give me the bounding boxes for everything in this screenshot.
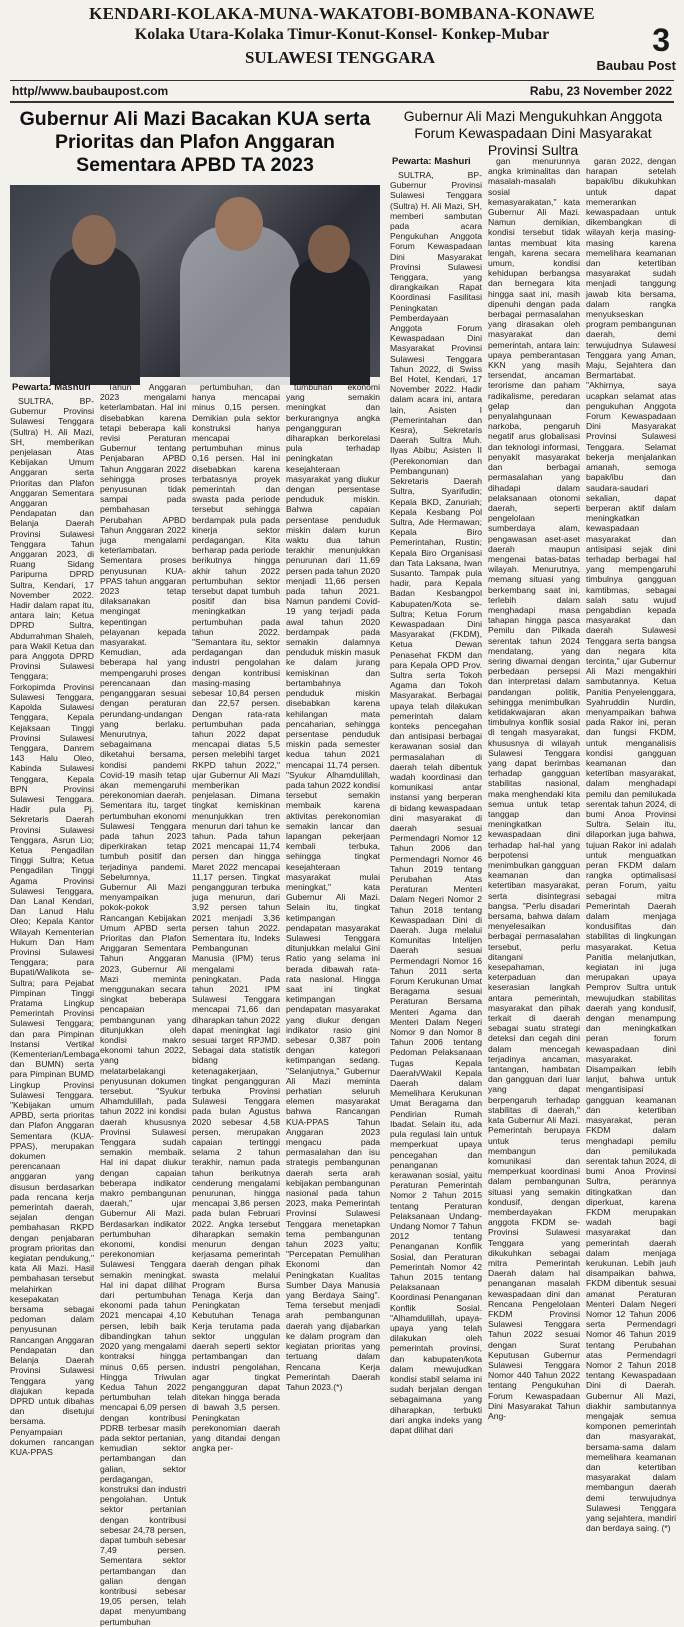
article-right-column-3 (586, 156, 676, 1534)
website-link[interactable]: http//www.baubaupost.com (12, 84, 169, 98)
article-left-column-3 (192, 382, 280, 1454)
masthead-province: SULAWESI TENGGARA (244, 48, 436, 67)
page-number: 3 (652, 22, 670, 58)
column-text: SULTRA, BP-Gubernur Provinsi Sulawesi Tenggara (Sultra) H. Ali Mazi, SH, memberi sambutan pada acara Pengukuhan Anggota Forum Kewaspadaan Dini Masyarakat Provinsi Sulawesi Tenggara, yang dirangkaikan Rapat Koordinasi Fasilitasi Peningkatan Pemberdayaan Anggota Forum Kewaspadaan Dini Masyarakat Provinsi Sulawesi Tenggara Tahun 2022, di Swiss Bel Hotel, Kendari, 17 November 2022. Hadir dalam acara ini, antara lain, Asisten I (Pemerintahan dan Kesra), Sekretaris Daerah Sultra Muh. Ilyas Abibu; Asisten II (Perekonomian dan Pembangunan) Sekretaris Daerah Sultra, Syarifudin; Kepala BKD, Zanuriah; Kepala Kesbang Pol Sultra, Ade Hermawan; Kepala Biro Pemerintahan, Rustin; Kepala Biro Organisasi dan Tata Laksana, Iwan Susanto. Tampak pula hadir, para Kepala Badan Kesbangpol Kabupaten/Kota se-Sultra; Ketua Forum Kewaspadaan Dini Masyarakat (FKDM), Ketua Dewan Penasehat FKDM dan para Kepala OPD Prov. Sultra serta Tokoh Agama dan Tokoh Masyarakat. Berbagai upaya telah dilakukan pemerintah dalam konteks pencegahan dan antisipasi berbagai kerawanan sosial dan permasalahan di daerah telah dibentuk wadah koordinasi dan komunikasi antar instansi yang berperan di bidang kewaspadaan dini masyarakat di daerah sesuai Permendagri Nomor 12 Tahun 2006 dan Permendagri Nomor 46 Tahun 2019 tentang Perubahan Atas Peraturan Menteri Dalam Negeri Nomor 2 Tahun 2018 tentang Kewaspadaan Dini di Daerah. Juga melalui Komunitas Intelijen Daerah sesuai Permendagri Nomor 16 Tahun 2011 serta Forum Kerukunan Umat Beragama sesuai Peraturan Bersama Menteri Agama dan Menteri Dalam Negeri Nomor 9 dan Nomor 8 Tahun 2006 tentang Pedoman Pelaksanaan Tugas Kepala Daerah/Wakil Kepala Daerah dalam Memelihara Kerukunan Umat Beragama dan Pendirian Rumah Ibadat. Selain itu, ada pula regulasi lain untuk memperkuat upaya pencegahan dan penanganan kerawanan sosial, yaitu Peraturan Pemerintah Nomor 2 Tahun 2015 tentang Peraturan Pelaksanaan Undang-Undang Nomor 7 Tahun 2012 tentang Penanganan Konflik Sosial, dan Peraturan Pemerintah Nomor 42 Tahun 2015 tentang Pelaksanaan Koordinasi Penanganan Konflik Sosial. "Alhamdulillah, upaya-upaya yang telah dilakukan oleh pemerintah provinsi, dan kabupaten/kota dalam mewujudkan kondisi stabil selama ini sudah berjalan dengan sebagaimana yang diharapkan, terbukti dari angka indeks yang dapat dilihat dari (390, 170, 482, 1435)
masthead-regions: KENDARI-KOLAKA-MUNA-WAKATOBI-BOMBANA-KONAWE (89, 4, 595, 23)
article-right-headline[interactable]: Gubernur Ali Mazi Mengukuhkan Anggota Forum Kewaspadaan Dini Masyarakat Provinsi Sultra (403, 108, 663, 158)
article-left-column-1 (10, 396, 100, 1457)
masthead-rule-bottom (10, 101, 674, 103)
article-right-column-2 (488, 156, 580, 1421)
article-photo (10, 185, 380, 377)
article-right-author: Pewarta: Mashuri (392, 156, 471, 167)
article-left-author: Pewarta: Mashuri (12, 382, 91, 393)
paper-name: Baubau Post (596, 58, 676, 73)
column-text: Tahun Anggaran 2023 mengalami keterlambatan. Hal ini disebabkan karena tetapi beberapa kali revisi Peraturan Gubernur tentang Penjabaran APBD Tahun Anggaran 2022 sehingga proses penyusunan tidak sampai pada pembahasan Perubahan APBD Tahun Anggaran 2022 juga mengalami keterlambatan. Sementara proses penyusunan KUA-PPAS tahun anggaran 2023 tetap dilaksanakan mengingat kepentingan pelayanan kepada masyarakat. Kemudian, ada beberapa hal yang mempengaruhi proses perencanaan dan penganggaran sesuai dengan peraturan perundang-undangan yang berlaku. Menurutnya, sebagaimana diketahui bersama, kondisi pandemi Covid-19 masih tetap akan memengaruhi perekonomian daerah. Sementara itu, target pertumbuhan ekonomi Sulawesi Tenggara pada tahun 2023 diperkirakan tetap tumbuh positif dan terjadinya pandemi. Sebelumnya, Gubernur Ali Mazi menyampaikan pokok-pokok Rancangan Kebijakan Umum APBD serta Prioritas dan Plafon Anggaran Sementara Tahun Anggaran 2023, Gubernur Ali Mazi meminta menggunakan secara singkat beberapa pencapaian pembangunan yang ditunjukkan oleh kondisi makro ekonomi tahun 2022, yang melatarbelakangi penyusunan dokumen tersebut. "Syukur Alhamdulillah, pada tahun 2022 ini kondisi daerah khususnya Provinsi Sulawesi Tenggara sudah semakin membaik. Hal ini dapat diukur dengan capaian beberapa indikator makro pembangunan daerah," ujar Gubernur Ali Mazi. Berdasarkan indikator pertumbuhan ekonomi, kondisi perekonomian Sulawesi Tenggara semakin meningkat. Hal ini dapat dilihat dari pertumbuhan ekonomi pada tahun 2021 mencapai 4,10 persen, lebih baik dibandingkan tahun 2020 yang mengalami kontraksi hingga minus 0,65 persen. Hingga Triwulan Kedua Tahun 2022 pertumbuhan telah mencapai 6,09 persen dengan kontribusi PDRB terbesar masih pada sektor pertanian, kemudian sektor pertambangan dan galian, sektor perdagangan, konstruksi dan industri pengolahan. Untuk sektor pertanian dengan kontribusi sebesar 24,78 persen, dapat tumbuh sebesar 7,49 persen. Sementara sektor pertambangan dan galian dengan kontribusi sebesar 19,05 persen, telah dapat menyumbang pertumbuhan (100, 382, 186, 1627)
column-text: gan menurunnya angka kriminalitas dan masalah-masalah sosial kemasyarakatan," kata Gubernur Ali Mazi. Namun demikian, kondisi tersebut tidak lantas membuat kita lengah, karena secara umum, kondisi kehidupan berbangsa dan bernegara kita hingga saat ini, masih dipenuhi dengan pada berbagai permasalahan yang dirasakan oleh masyarakat dan pemerintah, antara lain: upaya pemberantasan KKN yang masih tersendat, ancaman terorisme dan paham radikalisme, peredaran gelap dan penyalahgunaan narkoba, pengaruh negatif arus globalisasi dan teknologi informasi, penyakit masyarakat dan berbagai permasalahan yang dihadapi dalam pelaksanaan otonomi daerah, seperti pengelolaan sumberdaya alam, pengawasan aset-aset daerah maupun mengenai batas-batas wilayah. Menurutnya, memang situasi yang berkembang saat ini, terlebih dalam menghadapi masa tahapan hingga pasca Pemilu dan Pilkada serentak tahun 2024 mendatang, yang sering diwarnai dengan perbedaan persepsi dan interpretasi dalam pandangan politik, sehingga menimbulkan ketidakwajaran akan timbulnya konflik sosial di tengah masyarakat, khususnya di wilayah Sulawesi Tenggara yang dapat berimbas terhadap gangguan stabilitas nasional, maka menghendaki kita semua untuk tetap tanggap dan meningkatkan kewaspadaan dini terhadap hal-hal yang berpotensi menimbulkan gangguan keamanan dan ketertiban masyarakat, serta disintegrasi bangsa. "Perlu disadari bersama, bahwa dalam menyelesaikan berbagai permasalahan tersebut, perlu ditangani kesepahaman, keterpaduan dan keserasian langkah antara pemerintah, masyarakat dan pihak terkait di daerah sebagai suatu strategi deteksi dan cegah dini dalam mencegah terjadinya ancaman, tantangan, hambatan dan gangguan dari luar yang dapat berpengaruh terhadap stabilitas di daerah," kata Gubernur Ali Mazi. Pemerintah berupaya untuk terus membangun komunikasi dan memperkuat koordinasi dalam pembangunan situasi yang semakin kondusif, dengan memberdayakan anggota FKDM se-Provinsi Sulawesi Tenggara yang dikukuhkan sebagai mitra Pemerintah Daerah dalam hal penanganan masalah kewaspadaan dini dan Rencana Pengelolaan FKDM Provinsi Sulawesi Tenggara Tahun 2022 sesuai dengan Surat Keputusan Gubernur Sulawesi Tenggara Nomor 440 Tahun 2022 tentang Pengukuhan Forum Kewaspadaan Dini Masyarakat Tahun Ang- (488, 156, 580, 1421)
masthead-subregions: Kolaka Utara-Kolaka Timur-Konut-Konsel- Konkep-Mubar (134, 26, 550, 43)
column-text: pertumbuhan, dan hanya mencapai minus 0,15 persen. Demikian pula sektor konstruksi hanya mencapai pertumbuhan minus 0,16 persen. Hal ini disebabkan karena terbatasnya proyek pemerintah dan swasta pada periode tersebut sehingga berdampak pula pada kinerja sektor perdagangan. Kita berharap pada periode berikutnya hingga akhir tahun 2022 pertumbuhan sektor tersebut dapat tumbuh positif dan bisa meningkatkan pertumbuhan pada tahun 2022. "Semantara itu, sektor perdagangan dan industri pengolahan dengan kontribusi masing-masing sebesar 10,84 persen dan 22,57 persen. Dengan rata-rata pertumbuhan pada tahun 2022 dapat mencapai diatas 5,5 persen melebihi target RKPD tahun 2022," ujar Gubernur Ali Mazi memberikan penjelasan. Dimana tingkat kemiskinan menunjukkan tren menurun dari tahun ke tahun. Pada tahun 2021 mencapai 11,74 persen dan hingga Maret 2022 mencapai 11,17 persen. Tingkat pengangguran terbuka juga menurun, dari 3,92 persen tahun 2021 menjadi 3,36 persen tahun 2022. Sementara itu, Indeks Pembangunan Manusia (IPM) terus mengalami peningkatan. Pada tahun 2021 IPM Sulawesi Tenggara mencapai 71,66 dan diharapkan tahun 2022 dapat meningkat lagi sesuai target RPJMD. Sebagai data statistik bidang ketenagakerjaan, tingkat pengangguran terbuka Provinsi Sulawesi Tenggara pada bulan Agustus 2020 sebesar 4,58 persen, merupakan capaian tertinggi selama 2 tahun terakhir, namun pada tahun berikutnya cenderung mengalami penurunan, hingga mencapai 3,86 persen pada bulan Februari 2022. Angka tersebut diharapkan semakin menurun dengan kerjasama pemerintah daerah dengan pihak swasta melalui Program Bursa Tenaga Kerja dan Peningkatan Kebutuhan Tenaga Kerja terutama pada sektor unggulan daerah seperti sektor pertambangan dan industri pengolahan, agar tingkat pengangguran dapat ditekan hingga berada di bawah 3,5 persen. Peningkatan perekonomian daerah yang ditandai dengan angka per- (192, 382, 280, 1454)
issue-date: Rabu, 23 November 2022 (529, 84, 672, 98)
article-right-column-1 (390, 170, 482, 1435)
column-text: tumbuhan ekonomi yang semakin meningkat dan berkurangnya angka pengangguran diharapkan berkorelasi pula terhadap peningkatan kesejahteraan masyarakat yang diukur dengan persentase penduduk miskin. Bahwa capaian persentase penduduk miskin dalam kurun waktu dua tahun terakhir menunjukkan penurunan dari 11,69 persen pada tahun 2020 menjadi 11,66 persen pada tahun 2021. Namun pandemi Covid-19 yang terjadi pada awal tahun 2020 berdampak pada semakin dalamnya penduduk miskin masuk ke dalam jurang kemiskinan dan bertambahnya penduduk miskin disebabkan karena kehilangan mata pencaharian, sehingga persentase penduduk miskin pada semester kedua tahun 2021 mencapai 11,74 persen. "Syukur Alhamdulillah, pada tahun 2022 kondisi tersebut semakin membaik karena aktivitas perekonomian semakin lancar dan lapangan pekerjaan kembali terbuka, sehingga tingkat kesejahteraan masyarakat mulai meningkat," kata Gubernur Ali Mazi. Selain itu, tingkat ketimpangan pendapatan masyarakat Sulawesi Tenggara ditunjukkan melalui Gini Ratio yang selama ini berada dibawah rata-rata nasional. Hingga saat ini tingkat ketimpangan pendapatan masyarakat yang diukur dengan indikator rasio gini sebesar 0,387 poin dengan kategori ketimpangan sedang. "Selanjutnya," Gubernur Ali Mazi meminta perhatian seluruh elemen masyarakat bahwa Rancangan KUA-PPAS Tahun Anggaran 2023 mengacu pada permasalahan dan isu strategis pembangunan daerah serta arah kebijakan pembangunan nasional pada tahun 2023, maka Pemerintah Provinsi Sulawesi Tenggara menetapkan tema pembangunan tahun 2023 yaitu; "Percepatan Pemulihan Ekonomi dan Peningkatan Kualitas Sumber Daya Manusia yang Berdaya Saing". Tema tersebut menjadi arah pembangunan daerah yang dijabarkan ke dalam program dan kegiatan prioritas yang tertuang dalam Rencana Kerja Pemerintah Daerah Tahun 2023.(*) (286, 382, 380, 1392)
column-text: garan 2022, dengan harapan setelah bapak/ibu dikukuhkan untuk dapat memerankan kewaspadaan untuk dikembangkan di wilayah kerja masing-masing karena memelihara keamanan dan ketertiban masyarakat sudah menjadi tanggung jawab kita bersama, dalam rangka menyukseskan program pembangunan daerah, demi terwujudnya Sulawesi Tenggara yang Aman, Maju, Sejahtera dan Bermartabat. "Akhirnya, saya ucapkan selamat atas pengukuhan Anggota Forum Kewaspadaan Dini Masyarakat Provinsi Sulawesi Tenggara. Selamat bekerja menjalankan amanah, semoga bapak/ibu dan saudara-saudari sekalian, dapat berperan aktif dalam meningkatkan kewaspadaan masyarakat dan antisipasi sejak dini terhadap berbagai hal yang mempengaruhi timbulnya gangguan kamtibmas, sebagai salah satu wujud pengabdian kepada masyarakat dan daerah Sulawesi Tenggara serta bangsa dan negara kita tercinta," ujar Gubernur Ali Mazi mengakhiri sambutannya. Ketua Panitia Penyelenggara, Syahruddin Nurdin, menyampaikan bahwa pada Rakor ini, peran dan fungsi FKDM, untuk menganalisis kondisi gangguan keamanan dan ketertiban masyarakat, dalam menghadapi pemilu dan pemilukada serentak tahun 2024, di bumi Anoa Provinsi Sultra. Selain itu, dilaporkan juga bahwa, tujuan Rakor ini adalah untuk menguatkan peran FKDM dalam rangka optimalisasi peran Forum, yaitu sebagai mitra Pemerintah Daerah dalam menjaga kondusifitas dan stabilitas di lingkungan masyarakat. Ketua Panitia melanjutkan, kegiatan ini juga merupakan upaya Pemprov Sultra untuk mewujudkan stabilitas daerah yang kondusif, dengan menampung dan meningkatkan peran forum kewaspadaan dini masyarakat. Disampaikan lebih lanjut, bahwa untuk mengantisipasi gangguan keamanan dan ketertiban masyarakat, peran FKDM dalam menghadapi pemilu dan pemilukada serentak tahun 2024, di bumi Anoa Provinsi Sultra, perannya ditingkatkan dan diperkuat, karena FKDM merupakan wadah bagi masyarakat dan pemerintah daerah dalam menjaga kerukunan. Lebih jauh disampaikan bahwa, FKDM dibentuk sesuai amanat Peraturan Menteri Dalam Negeri Nomor 12 Tahun 2006 serta Permendagri Nomor 46 Tahun 2019 tentang Perubahan atas Permendagri Nomor 2 Tahun 2018 tentang Kewaspadaan Dini di Daerah. Gubernur Ali Mazi, diakhir sambutannya mengajak semua komponen pemerintah dan masyarakat, bersama-sama dalam memelihara keamanan dan ketertiban masyarakat dalam membangun daerah demi terwujudnya Sulawesi Tenggara yang sejahtera, mandiri dan berdaya saing. (*) (586, 156, 676, 1534)
article-left-headline[interactable]: Gubernur Ali Mazi Bacakan KUA serta Prioritas dan Plafon Anggaran Sementara APBD TA 2023 (19, 108, 371, 176)
masthead-rule-top (10, 80, 674, 81)
article-left-column-4 (286, 382, 380, 1392)
article-left-column-2 (100, 382, 186, 1627)
column-text: SULTRA, BP-Gubernur Provinsi Sulawesi Tenggara (Sultra) H. Ali Mazi, SH, memberikan penjelasan Atas Kebijakan Umum Anggaran serta Prioritas dan Plafon Anggaran Sementara Anggaran Pendapatan dan Belanja Daerah Provinsi Sulawesi Tenggara Tahun Anggaran 2023, di Ruang Sidang Paripurna DPRD Sultra, Kendari, 17 November 2022. Hadir dalam rapat itu, antara lain; Ketua DPRD Sultra, Abdurrahman Shaleh, para Wakil Ketua dan para Anggota DPRD Provinsi Sulawesi Tenggara; Forkopimda Provinsi Sulawesi Tenggara, Kapolda Sulawesi Tenggara, Kepala Kejaksaan Tinggi Provinsi Sulawesi Tenggara, Danrem 143 Halu Oleo, Kabinda Sulawesi Tenggara, Kepala BPN Provinsi Sulawesi Tenggara. Hadir pula Pj. Sekretaris Daerah Provinsi Sulawesi Tenggara, Asrun Lio; Ketua Pengadilan Tinggi Sultra; Ketua Pengadilan Tinggi Agama Provinsi Sulawesi Tenggara, Dan Lanal Kendari, Dan Lanud Halu Oleo; Kepala Kantor Wilayah Kementerian Hukum Dan Ham Provinsi Sulawesi Tenggara; para Bupati/Walikota se-Sultra; para Pejabat Pimpinan Tinggi Pratama Lingkup Pemerintah Provinsi Sulawesi Tenggara; dan para Pimpinan Instansi Vertikal (Kementerian/Lembaga dan BUMN) serta para Pimpinan BUMD Lingkup Provinsi Sulawesi Tenggara. "Kebijakan umum APBD, serta prioritas dan Plafon Anggaran Sementara (KUA-PPAS), merupakan dokumen perencanaan anggaran yang disusun berdasarkan pada rencana kerja pemerintah daerah, sejalan dengan pembahasan RKPD dengan penjabaran program prioritas dan kegiatan pendukung," kata Ali Mazi. Hasil pembahasan tersebut melahirkan kesepakatan bersama sebagai pedoman dalam penyusunan Rancangan Anggaran Pendapatan dan Belanja Daerah Provinsi Sulawesi Tenggara yang diajukan kepada DPRD untuk dibahas dan disetujui bersama. Penyampaian dokumen rancangan KUA-PPAS (10, 396, 100, 1457)
